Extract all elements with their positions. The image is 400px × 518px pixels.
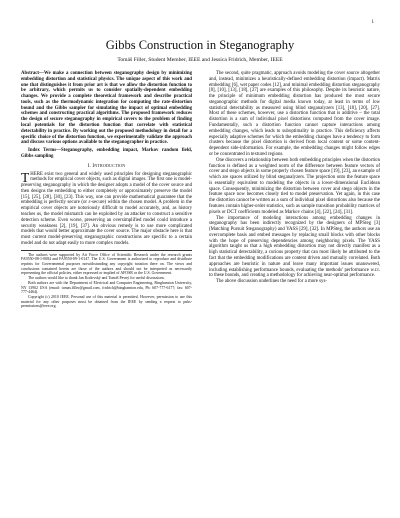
footnote-funding: The authors were supported by Air Force Office of Scientific Research under the research grants FA9550-08-1-0084 and FA9550-09-1-0147. The U.S. Government is authorized to reproduce and distribute reprints for Governmental purposes notwithstanding any copyright notation there on. The views and conclusions contained herein are those of the authors and should not be interpreted as necessarily representing the official policies, either expressed or implied of AFOSR or the U.S. Government.: [21, 252, 192, 276]
footnotes: [21, 250, 192, 309]
intro-paragraph: [21, 172, 192, 247]
left-column: [21, 71, 192, 309]
footnote-acknowledgment: The authors would like to thank Jan Kodovský and Tomáš Pevný for useful discussions.: [28, 276, 165, 281]
body-paragraph: The importance of modeling interactions among embedding changes in steganography has been indirectly recognized by the designers of MPSteg [3] (Matching Pursuit Steganography) and YASS [29], [32]. In MPSteg, the authors use an overcomplete basis and embed messages by replacing small blocks with other blocks with the hope of preserving dependencies among neighboring pixels. The YASS algorithm taught us that a high embedding distortion may not directly manifest as a high statistical detectability, a curious property that can most likely be attributed to the fact that the embedding modifications are content driven and mutually correlated. Both approaches are heuristic in nature and leave many important issues unanswered, including establishing performance bounds, evaluating the methods' performance w.r.t. to these bounds, and creating a methodology for achieving near-optimal performance.: [209, 215, 380, 279]
body-paragraph: The above discussion underlines the need for a more sys-: [216, 279, 327, 285]
right-column: [209, 71, 380, 285]
intro-paragraph-text: HERE exist two general and widely used principles for designing steganographic methods for empirical cover objects, such as digital images. The first one is model-preserving steganography in which the designer adopts a model of the cover source and then designs the embedding to either completely or approximately preserve the model [15], [25], [28], [30], [23]. This way, one can provide mathematical guarantee that the embedding is perfectly secure (or ε-secure) within the chosen model. A problem in the empirical cover objects are notoriously difficult to model accurately, and, as history teaches us, the model mismatch can be exploited by an attacker to construct a sensitive detection scheme. Even worse, preserving an oversimplified model could introduce a security weakness [2], [19], [37]. An obvious remedy is to use more complicated models that would better approximate the cover source. The major obstacle here is that most current model-preserving steganographic constructions are specific to a certain model and do not adapt easily to more complex models.: [21, 171, 192, 246]
page-number: 1: [371, 20, 374, 25]
paper-title: Gibbs Construction in Steganography: [105, 38, 295, 52]
body-paragraph: The second, quite pragmatic, approach avoids modeling the cover source altogether and, instead, minimizes a heuristically-defined embedding distortion (impact). Matrix embedding [6], wet paper codes [12], and minimal embedding distortion steganography [8], [10], [13], [18], [27] are examples of this philosophy. Despite its heuristic nature, the principle of minimum embedding distortion has produced the most secure steganographic methods for digital media known today, at least in terms of low statistical detectability as measured using blind steganalyzers [13], [18], [20], [27]. Most of these schemes, however, use a distortion function that is additive – the total distortion is a sum of individual pixel distortions computed from the cover image. Fundamentally, such a distortion function cannot capture interactions among embedding changes, which leads to suboptimality in practice. This deficiency affects especially adaptive schemes for which the embedding changes have a tendency to form clusters because the pixel distortion is derived from local content or some content-dependent side-information. For example, the embedding changes might follow edges or be concentrated in textured regions.: [209, 71, 380, 157]
abstract: Abstract—We make a connection between steganography design by minimizing embedding distortion and statistical physics. The unique aspect of this work and one that distinguishes it from prior art is that we allow the distortion function to be arbitrary, which permits us to consider spatially-dependent embedding changes. We provide a complete theoretical framework and describe practical tools, such as the thermodynamic integration for computing the rate-distortion bound and the Gibbs sampler for simulating the impact of optimal embedding schemes and constructing practical algorithms. The proposed framework reduces the design of secure steganography in empirical covers to the problem of finding local potentials for the distortion function that correlate with statistical detectability in practice. By working out the proposed methodology in detail for a specific choice of the distortion function, we experimentally validate the approach and discuss various options available to the steganographer in practice.: [21, 71, 192, 146]
drop-cap-letter: T: [21, 170, 30, 185]
section-heading-introduction: I. Introduction: [87, 163, 126, 169]
body-paragraph: One discovers a relationship between both embedding principles when the distortion function is defined as a weighted norm of the difference between feature vectors of cover and stego objects in some properly chosen feature space [19], [23], an example of which are spaces utilized by blind steganalyzers. The projection onto the feature space is essentially equivalent to modeling the objects in a lower-dimensional Euclidean space. Consequently, minimizing the distortion between cover and stego objects in the feature space now becomes closely tied to model preservation. Yet again, in this case the distortion cannot be written as a sum of individual pixel distortions also because the features contain higher-order statistics, such as sample transition probability matrices of pixels or DCT coefficients modeled as Markov chains [4], [22], [24], [31].: [209, 157, 380, 215]
paper-authors: Tomáš Filler, Student Member, IEEE and Jessica Fridrich, Member, IEEE: [117, 57, 283, 63]
footnote-affiliation: Both authors are with the Department of Electrical and Computer Engineering, Binghamton University, NY 13902 USA (email: tomas.filler@gmail.com, fridrich@binghamton.edu, Ph: 607-777-6177; fax: 607-777-4464).: [21, 280, 192, 295]
index-terms: Index Terms—Steganography, embedding impact, Markov random field, Gibbs sampling: [21, 148, 192, 159]
footnote-copyright: Copyright (c) 2010 IEEE. Personal use of this material is permitted. However, permission to use this material for any other purposes must be obtained from the IEEE by sending a request to pubs-permissions@ieee.org.: [21, 294, 192, 309]
